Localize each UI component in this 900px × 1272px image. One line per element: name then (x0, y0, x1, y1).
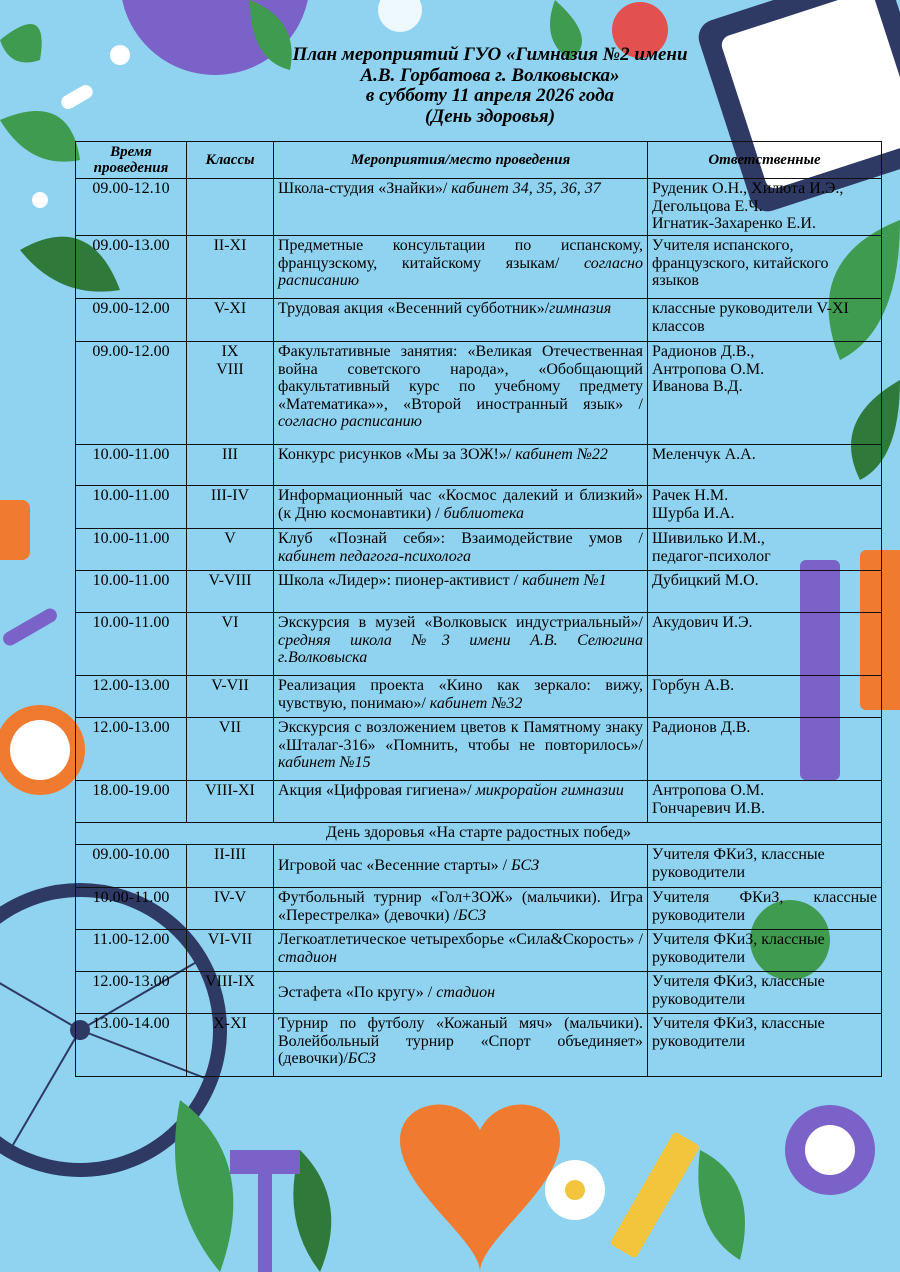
cell-event (274, 486, 648, 529)
responsible-name: Горбун А.В. (652, 677, 735, 694)
cell-time: 12.00-13.00 (76, 676, 187, 718)
header-time-line-2: проведения (93, 160, 169, 176)
cell-responsible (648, 972, 882, 1014)
event-text: Легкоатлетическое четырехборье «Сила&Скорость» / (278, 931, 643, 948)
event-place: БСЗ (457, 906, 486, 924)
event-place: кабинет №32 (429, 694, 523, 712)
cell-responsible (648, 676, 882, 718)
responsible-name: Шурба И.А. (652, 504, 735, 522)
table-row (76, 930, 882, 972)
cell-classes: II-III (187, 845, 274, 888)
responsible-name: Меленчук А.А. (652, 446, 756, 463)
event-place: кабинет №1 (522, 572, 607, 589)
cell-classes: III (187, 445, 274, 486)
dumbbell-handle (258, 1170, 272, 1272)
event-place: БСЗ (347, 1050, 376, 1067)
event-text: Реализация проекта «Кино как зеркало: вижу, чувствую, понимаю»/ (278, 677, 643, 712)
event-text: Экскурсия с возложением цветов к Памятному знаку «Шталаг-316» «Помнить, чтобы не повторилось»/ (278, 719, 643, 754)
events-table (75, 141, 882, 1077)
table-row (76, 236, 882, 299)
responsible-name: Антропова О.М. (652, 360, 765, 378)
responsible-name: Акудович И.Э. (652, 614, 753, 631)
cell-time: 12.00-13.00 (76, 718, 187, 781)
event-text: Акция «Цифровая гигиена»/ (278, 782, 476, 799)
event-text: Информационный час «Космос далекий и близкий» (к Дню космонавтики) / (278, 487, 643, 522)
responsible-name: Учителя испанского, французского, китайского языков (652, 237, 829, 289)
title-line-4: (День здоровья) (424, 105, 556, 127)
cell-classes: V-VII (187, 676, 274, 718)
table-row (76, 613, 882, 676)
cell-event (274, 676, 648, 718)
cell-time: 10.00-11.00 (76, 613, 187, 676)
header-classes: Классы (187, 142, 274, 179)
cell-classes: X-XI (187, 1014, 274, 1077)
table-row (76, 445, 882, 486)
cell-event (274, 718, 648, 781)
section-row (76, 823, 882, 845)
cell-event (274, 342, 648, 445)
event-place: кабинет педагога-психолога (278, 547, 471, 565)
table-row (76, 179, 882, 236)
event-text: Школа-студия «Знайки»/ (278, 180, 452, 197)
cell-event (274, 445, 648, 486)
cell-event (274, 571, 648, 613)
event-place: БСЗ (511, 857, 540, 875)
cell-event (274, 888, 648, 930)
event-place: гимназия (549, 300, 612, 317)
responsible-name: Гончаревич И.В. (652, 799, 766, 817)
event-text: Футбольный турнир «Гол+ЗОЖ» (мальчики). Игра «Перестрелка» (девочки) / (278, 889, 643, 924)
cell-time: 10.00-11.00 (76, 445, 187, 486)
cell-responsible (648, 613, 882, 676)
table-row (76, 845, 882, 888)
cell-classes (187, 342, 274, 445)
event-place: микрорайон гимназии (475, 782, 624, 799)
medal-inner (10, 720, 70, 780)
event-text: Клуб «Познай себя»: Взаимодействие умов / (278, 530, 643, 547)
table-row (76, 529, 882, 571)
event-place: согласно расписанию (278, 254, 643, 289)
cell-time: 11.00-12.00 (76, 930, 187, 972)
cell-responsible (648, 888, 882, 930)
responsible-name: Дубицкий М.О. (652, 572, 759, 589)
pill-shape (110, 45, 130, 65)
title-line-3: в субботу 11 апреля 2026 года (365, 85, 615, 106)
cell-responsible (648, 179, 882, 236)
cell-classes: VI-VII (187, 930, 274, 972)
cell-event (274, 930, 648, 972)
cell-classes: VIII-IX (187, 972, 274, 1014)
cell-responsible (648, 571, 882, 613)
table-row (76, 342, 882, 445)
responsible-name: классные руководители V-XI классов (652, 300, 849, 335)
header-responsible: Ответственные (648, 142, 882, 179)
responsible-name: педагог-психолог (652, 547, 771, 565)
cell-time: 10.00-11.00 (76, 529, 187, 571)
responsible-name: Рачек Н.М. (652, 487, 729, 504)
cell-classes: V-XI (187, 299, 274, 342)
cell-classes: V-VIII (187, 571, 274, 613)
cell-event (274, 1014, 648, 1077)
title-line-1: План мероприятий ГУО «Гимназия №2 имени (292, 44, 688, 65)
table-row (76, 972, 882, 1014)
event-text: Трудовая акция «Весенний субботник»/ (278, 300, 550, 317)
section-title: День здоровья «На старте радостных побед» (76, 823, 882, 845)
cell-time: 09.00-12.00 (76, 299, 187, 342)
title-line-2: А.В. Горбатова г. Волковыска» (360, 64, 620, 86)
cell-time: 12.00-13.00 (76, 972, 187, 1014)
event-text: Игровой час «Весенние старты» / (278, 857, 512, 875)
cell-responsible (648, 236, 882, 299)
responsible-name: Учителя ФКиЗ, классные руководители (652, 889, 877, 924)
table-row (76, 888, 882, 930)
cell-classes: VI (187, 613, 274, 676)
cell-event (274, 972, 648, 1014)
cell-responsible (648, 529, 882, 571)
cell-event (274, 236, 648, 299)
event-text: Школа «Лидер»: пионер-активист / (278, 572, 523, 589)
responsible-name: Учителя ФКиЗ, классные руководители (652, 1015, 825, 1050)
responsible-name: Учителя ФКиЗ, классные руководители (652, 846, 825, 881)
cell-classes: VIII-XI (187, 781, 274, 823)
cell-event (274, 179, 648, 236)
cell-responsible (648, 845, 882, 888)
cell-classes: V (187, 529, 274, 571)
cell-event (274, 845, 648, 888)
responsible-name: Руденик О.Н., Хилюта И.Э., (652, 180, 844, 197)
cell-time: 10.00-11.00 (76, 888, 187, 930)
table-row (76, 676, 882, 718)
responsible-name: Антропова О.М. (652, 782, 765, 799)
cell-responsible (648, 342, 882, 445)
event-text: Турнир по футболу «Кожаный мяч» (мальчики). Волейбольный турнир «Спорт объединяет» (девочки)/ (278, 1015, 643, 1067)
table-row (76, 781, 882, 823)
classes-line: VIII (216, 360, 244, 378)
responsible-name: Шивилько И.М., (652, 530, 765, 547)
table-row (76, 1014, 882, 1077)
cell-time: 10.00-11.00 (76, 571, 187, 613)
cell-classes: III-IV (187, 486, 274, 529)
cell-responsible (648, 718, 882, 781)
cell-event (274, 529, 648, 571)
event-place: стадион (436, 983, 496, 1001)
cell-responsible (648, 1014, 882, 1077)
cell-time: 09.00-10.00 (76, 845, 187, 888)
cell-event (274, 299, 648, 342)
cell-classes: IV-V (187, 888, 274, 930)
cell-time: 09.00-13.00 (76, 236, 187, 299)
responsible-name: Иванова В.Д. (652, 378, 743, 395)
table-row (76, 486, 882, 529)
table-row (76, 299, 882, 342)
cell-classes (187, 179, 274, 236)
cell-event (274, 613, 648, 676)
pill-shape (32, 192, 48, 208)
responsible-name: Учителя ФКиЗ, классные руководители (652, 973, 825, 1008)
event-place: кабинет №15 (278, 754, 371, 771)
document-title (150, 45, 830, 127)
classes-line: IX (221, 343, 239, 360)
event-place: библиотека (443, 504, 525, 522)
responsible-name: Учителя ФКиЗ, классные руководители (652, 931, 825, 966)
cell-responsible (648, 299, 882, 342)
cell-time: 18.00-19.00 (76, 781, 187, 823)
header-events: Мероприятия/место проведения (274, 142, 648, 179)
header-time (76, 142, 187, 179)
table-body (76, 179, 882, 1077)
event-text: Факультативные занятия: «Великая Отечественная война советского народа», «Обобщающий факультативный курс по учебному предмету «Математика»», «Второй иностранный язык» / (278, 343, 643, 413)
event-place: кабинет 34, 35, 36, 37 (451, 180, 601, 197)
event-text: Экскурсия в музей «Волковыск индустриальный»/ (278, 614, 643, 631)
cell-time: 10.00-11.00 (76, 486, 187, 529)
cell-event (274, 781, 648, 823)
stethoscope-inner (805, 1125, 855, 1175)
cell-responsible (648, 445, 882, 486)
cell-classes: II-XI (187, 236, 274, 299)
table-row (76, 718, 882, 781)
cell-responsible (648, 930, 882, 972)
cell-time: 09.00-12.00 (76, 342, 187, 445)
table-header-row (76, 142, 882, 179)
cell-time: 09.00-12.10 (76, 179, 187, 236)
event-place: средняя школа №3 имени А.В. Селюгина г.Волковыска (278, 631, 643, 666)
event-place: кабинет №22 (515, 446, 608, 463)
cell-time: 13.00-14.00 (76, 1014, 187, 1077)
event-text: Предметные консультации по испанскому, французскому, китайскому языкам/ (278, 237, 643, 272)
event-place: стадион (278, 948, 337, 966)
cell-classes: VII (187, 718, 274, 781)
table-row (76, 571, 882, 613)
event-text: Конкурс рисунков «Мы за ЗОЖ!»/ (278, 446, 516, 463)
responsible-name: Дегольцова Е.Ч. (652, 197, 763, 215)
cell-responsible (648, 486, 882, 529)
responsible-name: Радионов Д.В., (652, 343, 755, 360)
responsible-name: Игнатик-Захаренко Е.И. (652, 215, 816, 232)
event-place: согласно расписанию (278, 413, 422, 430)
pill-shape (0, 500, 30, 560)
header-time-line-1: Время (110, 144, 152, 160)
flower-center (565, 1180, 585, 1200)
event-text: Эстафета «По кругу» / (278, 983, 437, 1001)
responsible-name: Радионов Д.В. (652, 719, 751, 736)
cell-responsible (648, 781, 882, 823)
